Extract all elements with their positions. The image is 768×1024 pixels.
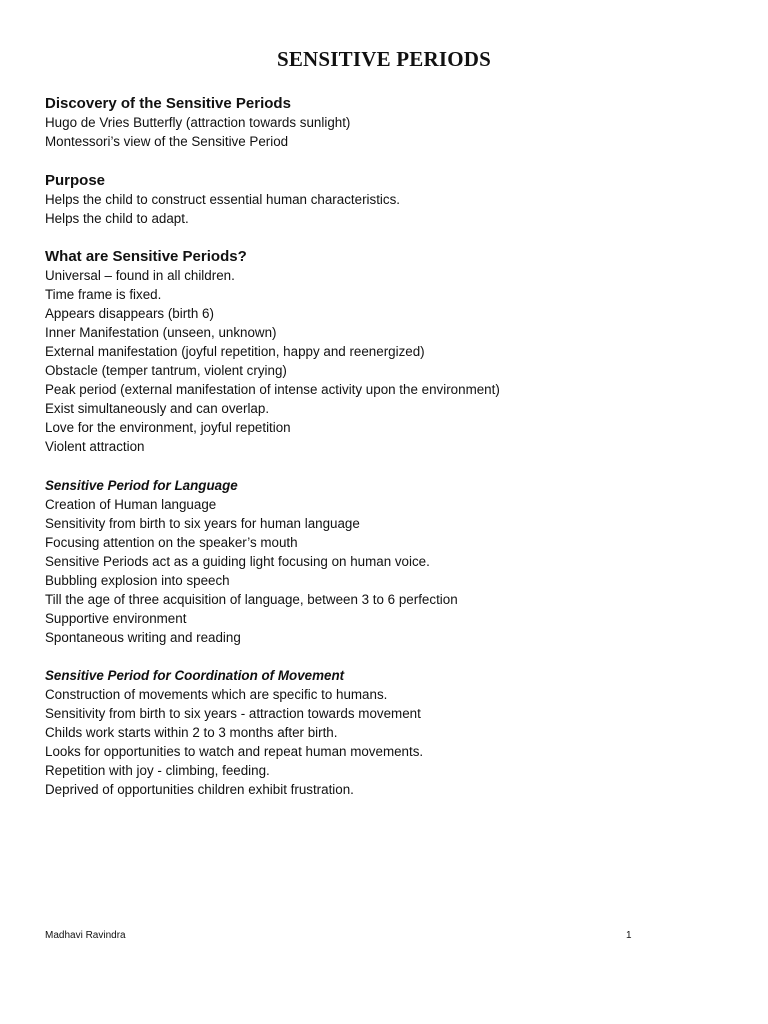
section-lines [45, 266, 735, 456]
text-line: Peak period (external manifestation of intense activity upon the environment) [45, 382, 500, 397]
subsection-language [45, 476, 735, 647]
text-line: Obstacle (temper tantrum, violent crying) [45, 363, 287, 378]
text-line: Violent attraction [45, 439, 145, 454]
text-line: Sensitivity from birth to six years for human language [45, 515, 360, 531]
subsection-heading: Sensitive Period for Language [45, 477, 238, 493]
text-line: Love for the environment, joyful repetition [45, 420, 291, 435]
section-lines [45, 190, 735, 228]
text-line: Supportive environment [45, 610, 187, 626]
page-title: SENSITIVE PERIODS [276, 47, 492, 71]
text-line: External manifestation (joyful repetition, happy and reenergized) [45, 344, 425, 359]
footer-page-number: 1 [626, 930, 632, 941]
text-line: Sensitive Periods act as a guiding light focusing on human voice. [45, 553, 430, 569]
text-line: Helps the child to construct essential human characteristics. [45, 191, 401, 207]
text-line: Appears disappears (birth 6) [45, 306, 214, 321]
text-line: Repetition with joy - climbing, feeding. [45, 763, 270, 778]
text-line: Helps the child to adapt. [45, 210, 189, 226]
text-line: Deprived of opportunities children exhibit frustration. [45, 782, 354, 797]
text-line: Inner Manifestation (unseen, unknown) [45, 325, 277, 340]
section-purpose [45, 171, 735, 228]
text-line: Creation of Human language [45, 496, 217, 512]
text-line: Till the age of three acquisition of language, between 3 to 6 perfection [45, 591, 458, 607]
footer-author: Madhavi Ravindra [45, 930, 126, 941]
subsection-lines [45, 685, 735, 799]
text-line: Looks for opportunities to watch and repeat human movements. [45, 744, 424, 759]
text-line: Universal – found in all children. [45, 268, 235, 283]
document-body [45, 94, 735, 799]
text-line: Construction of movements which are specific to humans. [45, 687, 388, 702]
subsection-movement [45, 666, 735, 799]
section-heading: Purpose [45, 171, 106, 189]
text-line: Time frame is fixed. [45, 287, 162, 302]
text-line: Focusing attention on the speaker’s mouth [45, 534, 298, 550]
text-line: Spontaneous writing and reading [45, 629, 241, 645]
section-discovery [45, 94, 735, 151]
text-line: Hugo de Vries Butterfly (attraction towards sunlight) [45, 115, 351, 130]
section-heading: Discovery of the Sensitive Periods [45, 95, 291, 112]
section-lines [45, 113, 735, 151]
subsection-heading: Sensitive Period for Coordination of Movement [45, 668, 345, 683]
text-line: Sensitivity from birth to six years - attraction towards movement [45, 706, 421, 721]
text-line: Childs work starts within 2 to 3 months after birth. [45, 725, 338, 740]
text-line: Montessori’s view of the Sensitive Period [45, 134, 289, 149]
text-line: Exist simultaneously and can overlap. [45, 401, 270, 416]
section-what-are [45, 247, 735, 456]
text-line: Bubbling explosion into speech [45, 572, 230, 588]
subsection-lines [45, 495, 735, 647]
section-heading: What are Sensitive Periods? [45, 248, 247, 265]
